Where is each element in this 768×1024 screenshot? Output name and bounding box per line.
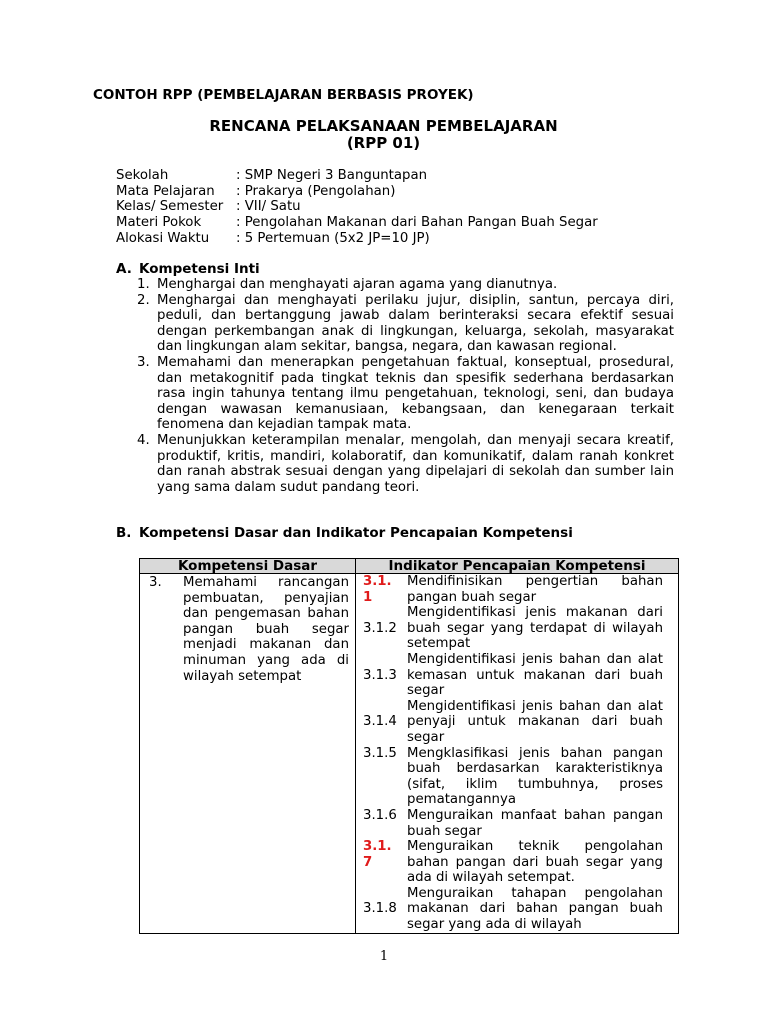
indicator-row <box>356 605 678 652</box>
identity-block <box>116 168 598 246</box>
list-text: Menunjukkan keterampilan menalar, mengolah, dan menyaji secara kreatif, produktif, kritis, mandiri, kolaboratif, dan komunikatif, dalam ranah konkret dan ranah abstrak sesuai dengan yang dipelajari di sekolah dan sumber lain yang sama dalam sudut pandang teori. <box>157 432 674 495</box>
kd-text: Memahami rancangan pembuatan, penyajian dan pengemasan bahan pangan buah segar menjadi makanan dan minuman yang ada di wilayah setempat <box>183 575 349 684</box>
indicator-text: Mengidentifikasi jenis bahan dan alat penyaji untuk makanan dari buah segar <box>407 698 663 745</box>
list-item <box>137 277 674 293</box>
section-b-heading <box>116 526 573 542</box>
indicator-row <box>356 886 678 933</box>
list-item <box>137 293 674 355</box>
list-item <box>137 355 674 433</box>
indicator-code: 3.1.6 <box>363 807 397 823</box>
indicator-row <box>356 574 678 605</box>
list-text: Memahami dan menerapkan pengetahuan faktual, konseptual, prosedural, dan metakognitif pada tingkat teknis dan spesifik sederhana berdasarkan rasa ingin tahunya tentang ilmu pengetahuan, teknologi, seni, dan budaya dengan wawasan kemanusiaan, kebangsaan, dan kenegaraan terkait fenomena dan kejadian tampak mata. <box>157 354 674 433</box>
indicator-row <box>356 746 678 808</box>
indicator-code: 3.1.7 <box>363 839 392 870</box>
identity-label: Mata Pelajaran <box>116 183 215 199</box>
indicators-cell <box>356 574 679 934</box>
indicator-code: 3.1.5 <box>363 745 397 761</box>
identity-value: : Pengolahan Makanan dari Bahan Pangan Buah Segar <box>236 215 598 231</box>
indicator-text: Mengidentifikasi jenis makanan dari buah segar yang terdapat di wilayah setempat <box>407 605 663 652</box>
list-number: 1. <box>137 277 150 292</box>
list-text: Menghargai dan menghayati ajaran agama yang dianutnya. <box>157 277 558 292</box>
identity-label: Sekolah <box>116 168 169 183</box>
identity-row-subject <box>116 184 598 200</box>
table-header-row <box>140 559 679 574</box>
identity-row-topic <box>116 215 598 231</box>
indicator-code: 3.1.4 <box>363 714 397 730</box>
identity-label: Materi Pokok <box>116 215 202 231</box>
indicator-code: 3.1.8 <box>363 901 397 917</box>
section-title: Kompetensi Inti <box>139 261 260 277</box>
identity-value: : VII/ Satu <box>236 199 301 215</box>
identity-label: Kelas/ Semester <box>116 199 224 215</box>
indicator-text: Mendifinisikan pengertian bahan pangan buah segar <box>407 574 663 605</box>
indicator-text: Mengklasifikasi jenis bahan pangan buah berdasarkan karakteristiknya (sifat, iklim tumbuhnya, proses pematangannya <box>407 745 663 808</box>
identity-row-school <box>116 168 598 184</box>
list-number: 3. <box>137 354 150 370</box>
identity-value: : 5 Pertemuan (5x2 JP=10 JP) <box>236 230 430 246</box>
indicator-row <box>356 839 678 886</box>
list-item <box>137 433 674 495</box>
list-text: Menghargai dan menghayati perilaku jujur, disiplin, santun, percaya diri, peduli, dan bertanggung jawab dalam berinteraksi secara efektif sesuai dengan perkembangan anak di lingkungan, keluarga, sekolah, masyarakat dan lingkungan alam sekitar, bangsa, negara, dan kawasan regional. <box>157 292 674 355</box>
table-row <box>140 574 679 934</box>
indicator-text: Mengidentifikasi jenis bahan dan alat kemasan untuk makanan dari buah segar <box>407 651 663 699</box>
indicator-code: 3.1.1 <box>363 574 392 605</box>
page-title <box>0 118 768 152</box>
competence-table <box>139 558 679 934</box>
identity-row-time <box>116 231 598 247</box>
indicator-code: 3.1.3 <box>363 667 397 683</box>
indicator-text: Menguraikan teknik pengolahan bahan pangan dari buah segar yang ada di wilayah setempat. <box>407 839 663 886</box>
identity-label: Alokasi Waktu <box>116 230 210 246</box>
identity-value: : SMP Negeri 3 Banguntapan <box>236 168 428 183</box>
header-indicators: Indikator Pencapaian Kompetensi <box>356 559 679 574</box>
identity-row-class <box>116 199 598 215</box>
indicator-text: Menguraikan manfaat bahan pangan buah segar <box>407 807 663 839</box>
section-title: Kompetensi Dasar dan Indikator Pencapaian Kompetensi <box>139 525 573 541</box>
header-basic-competence: Kompetensi Dasar <box>140 559 356 574</box>
indicator-text: Menguraikan tahapan pengolahan makanan dari bahan pangan buah segar yang ada di wilayah <box>407 885 663 933</box>
list-number: 2. <box>137 292 150 308</box>
section-letter: B. <box>116 525 132 541</box>
section-a-heading <box>116 262 260 278</box>
title-line-2: (RPP 01) <box>346 134 421 152</box>
kd-number: 3. <box>149 575 162 590</box>
indicator-code: 3.1.2 <box>363 620 397 636</box>
identity-value: : Prakarya (Pengolahan) <box>236 183 396 199</box>
indicator-row <box>356 652 678 699</box>
basic-competence-cell <box>140 574 356 934</box>
indicator-row <box>356 699 678 746</box>
document-header: CONTOH RPP (PEMBELAJARAN BERBASIS PROYEK) <box>93 87 474 103</box>
indicator-row <box>356 808 678 839</box>
section-letter: A. <box>116 261 132 277</box>
list-number: 4. <box>137 432 150 448</box>
core-competence-list <box>137 277 674 495</box>
page-number: 1 <box>379 949 389 964</box>
title-line-1: RENCANA PELAKSANAAN PEMBELAJARAN <box>209 117 558 135</box>
